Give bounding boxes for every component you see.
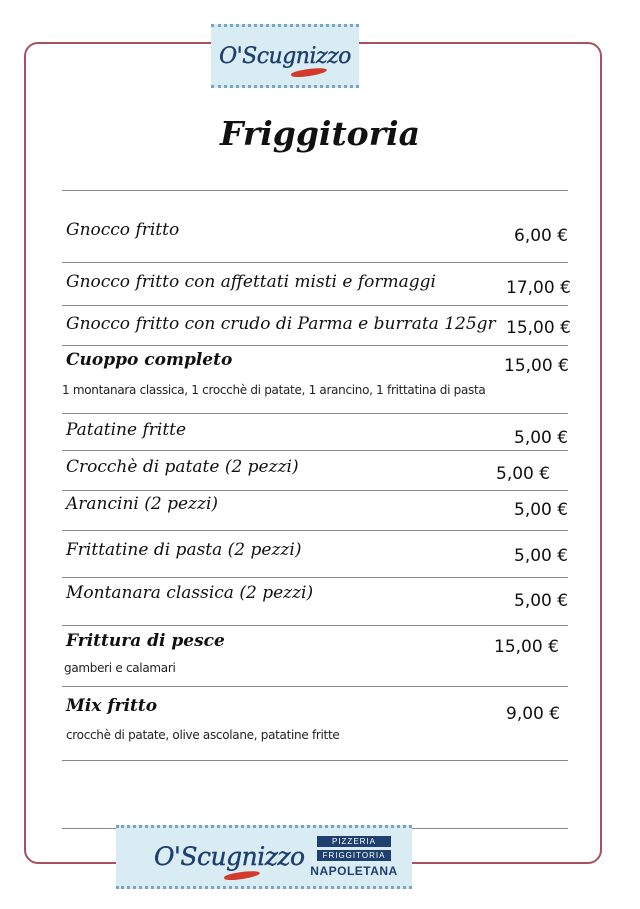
divider <box>62 760 568 761</box>
menu-item-name: Mix fritto <box>66 696 158 716</box>
divider <box>62 262 568 263</box>
menu-item-name: Crocchè di patate (2 pezzi) <box>66 457 299 477</box>
menu-item-price: 5,00 € <box>514 591 569 611</box>
menu-item-name: Montanara classica (2 pezzi) <box>66 583 314 603</box>
menu-item-price: 5,00 € <box>496 464 551 484</box>
page-title: Friggitoria <box>219 114 420 153</box>
menu-item-price: 5,00 € <box>514 546 569 566</box>
divider <box>62 577 568 578</box>
divider <box>62 450 568 451</box>
menu-item-name: Gnocco fritto con affettati misti e formaggi <box>66 272 436 292</box>
chili-pepper-icon <box>224 870 261 882</box>
menu-item-price: 6,00 € <box>514 226 569 246</box>
menu-item-price: 5,00 € <box>514 500 569 520</box>
menu-item-name: Arancini (2 pezzi) <box>66 494 219 514</box>
brand-logo-bottom <box>116 825 412 889</box>
menu-item-price: 5,00 € <box>514 428 569 448</box>
divider <box>62 305 568 306</box>
menu-item-name: Gnocco fritto con crudo di Parma e burrata 125gr <box>66 314 496 334</box>
tagline-friggitoria: FRIGGITORIA <box>317 850 391 861</box>
divider <box>62 530 568 531</box>
divider <box>62 345 568 346</box>
divider <box>62 625 568 626</box>
menu-item-price: 15,00 € <box>494 637 559 657</box>
divider <box>62 686 568 687</box>
divider <box>62 413 568 414</box>
menu-item-name: Gnocco fritto <box>66 220 180 240</box>
menu-item-description: gamberi e calamari <box>64 661 176 675</box>
menu-item-name: Frittatine di pasta (2 pezzi) <box>66 540 302 560</box>
brand-logo-top <box>211 24 359 88</box>
logo-text: O'Scugnizzo <box>154 842 305 871</box>
menu-item-description: crocchè di patate, olive ascolane, patatine fritte <box>66 728 340 742</box>
menu-item-name: Patatine fritte <box>66 420 187 440</box>
menu-item-name: Cuoppo completo <box>66 350 233 370</box>
tagline-napoletana: NAPOLETANA <box>310 864 398 878</box>
tagline-pizzeria: PIZZERIA <box>317 836 391 847</box>
menu-item-price: 15,00 € <box>504 356 569 376</box>
menu-item-price: 17,00 € <box>506 278 571 298</box>
divider <box>62 490 568 491</box>
logo-text: O'Scugnizzo <box>219 43 351 69</box>
menu-item-description: 1 montanara classica, 1 crocchè di patate, 1 arancino, 1 frittatina di pasta <box>62 383 486 397</box>
divider <box>62 190 568 191</box>
menu-item-price: 15,00 € <box>506 318 571 338</box>
menu-item-price: 9,00 € <box>506 704 561 724</box>
brand-tagline <box>312 836 396 878</box>
menu-item-name: Frittura di pesce <box>66 631 225 651</box>
